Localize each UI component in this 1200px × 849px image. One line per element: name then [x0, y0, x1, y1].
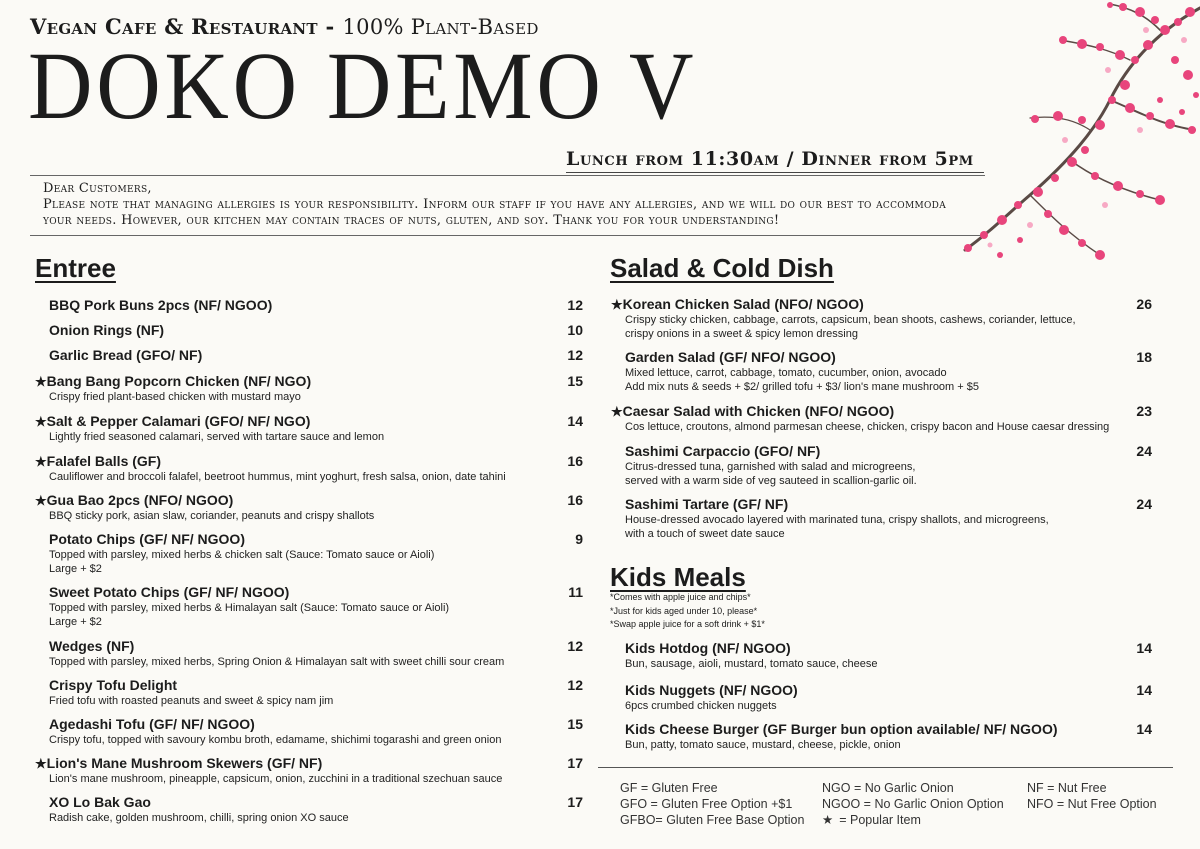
legend-entry: GF = Gluten Free — [620, 781, 718, 795]
item-price: 23 — [1136, 403, 1152, 419]
entree-item — [35, 584, 449, 629]
item-description: Radish cake, golden mushroom, chilli, spring onion XO sauce — [49, 812, 349, 824]
item-name — [49, 716, 501, 733]
item-name — [35, 492, 374, 509]
salad-title: Salad & Cold Dish — [610, 253, 834, 283]
item-name-text: Onion Rings (NF) — [49, 322, 165, 338]
item-name — [611, 403, 1109, 420]
item-name-text: Bang Bang Popcorn Chicken (NF/ NGO) — [46, 373, 312, 389]
star-icon: ★ — [611, 297, 623, 312]
item-name — [35, 755, 502, 772]
star-icon: ★ — [35, 414, 47, 429]
item-name — [35, 453, 506, 470]
legend-entry — [822, 812, 1004, 828]
item-description: Topped with parsley, mixed herbs & chicken salt (Sauce: Tomato sauce or Aioli) — [49, 549, 435, 561]
cherry-blossom-illustration — [960, 0, 1200, 280]
item-name-text: Wedges (NF) — [49, 638, 135, 654]
kids-item — [611, 721, 1058, 752]
item-description: Lightly fried seasoned calamari, served with tartare sauce and lemon — [49, 431, 385, 443]
item-description: Bun, sausage, aioli, mustard, tomato sauce, cheese — [625, 658, 878, 670]
item-price: 14 — [1136, 640, 1152, 656]
item-name-text: Kids Nuggets (NF/ NGOO) — [625, 682, 798, 698]
item-price: 24 — [1136, 496, 1152, 512]
item-description: Lion's mane mushroom, pineapple, capsicum, onion, zucchini in a traditional szechuan sauce — [49, 773, 503, 785]
item-name-text: Caesar Salad with Chicken (NFO/ NGOO) — [622, 403, 895, 419]
item-description: Topped with parsley, mixed herbs, Spring Onion & Himalayan salt with sweet chilli sour cream — [49, 656, 505, 668]
item-description: Fried tofu with roasted peanuts and sweet & spicy nam jim — [49, 695, 334, 707]
item-description: with a touch of sweet date sauce — [625, 528, 785, 540]
item-name — [35, 373, 311, 390]
item-price: 18 — [1136, 349, 1152, 365]
item-name-text: Sashimi Carpaccio (GFO/ NF) — [625, 443, 821, 459]
item-description: Large + $2 — [49, 616, 102, 628]
kids-title: Kids Meals — [610, 562, 746, 592]
item-price: 24 — [1136, 443, 1152, 459]
item-name — [35, 413, 384, 430]
opening-hours: Lunch from 11:30am / Dinner from 5pm — [566, 148, 974, 170]
item-price: 16 — [567, 453, 583, 469]
entree-item — [35, 677, 333, 708]
legend-entry: NF = Nut Free — [1027, 781, 1107, 795]
legend-divider — [598, 767, 1173, 768]
entree-item — [35, 347, 202, 364]
item-description: Cauliflower and broccoli falafel, beetroot hummus, mint yoghurt, fresh salsa, onion, date tahini — [49, 471, 506, 483]
entree-item — [35, 492, 374, 523]
item-name — [625, 349, 979, 366]
item-price: 14 — [1136, 721, 1152, 737]
notice-line: Please note that managing allergies is your responsibility. Inform our staff if you have any allergies, and we will do our best to accommoda — [43, 197, 946, 212]
item-name — [49, 794, 349, 811]
notice-line: your needs. However, our kitchen may contain traces of nuts, gluten, and soy. Thank you for your understanding! — [43, 213, 780, 228]
entree-item — [35, 794, 349, 825]
salad-item — [611, 403, 1109, 434]
legend-col-3 — [1027, 780, 1157, 812]
item-price: 9 — [575, 531, 583, 547]
item-description: served with a warm side of veg sauteed in scallion-garlic oil. — [625, 475, 917, 487]
kids-note: *Swap apple juice for a soft drink + $1* — [610, 619, 765, 629]
salad-item — [611, 349, 979, 394]
star-icon: ★ — [35, 756, 47, 771]
item-name — [49, 531, 434, 548]
item-price: 14 — [1136, 682, 1152, 698]
tagline-sub: 100% Plant-Based — [342, 15, 539, 39]
item-name-text: XO Lo Bak Gao — [49, 794, 151, 810]
item-name-text: Potato Chips (GF/ NF/ NGOO) — [49, 531, 245, 547]
item-description: Mixed lettuce, carrot, cabbage, tomato, cucumber, onion, avocado — [625, 367, 947, 379]
item-name-text: Falafel Balls (GF) — [46, 453, 162, 469]
star-icon: ★ — [35, 493, 47, 508]
notice-top-divider — [30, 175, 985, 176]
item-name-text: Garlic Bread (GFO/ NF) — [49, 347, 203, 363]
item-name — [49, 584, 449, 601]
item-price: 15 — [567, 716, 583, 732]
notice-bottom-divider — [30, 235, 985, 236]
item-name — [625, 496, 1049, 513]
legend-col-2 — [822, 780, 1004, 828]
item-price: 26 — [1136, 296, 1152, 312]
item-name — [49, 677, 333, 694]
item-price: 17 — [567, 794, 583, 810]
salad-item — [611, 296, 1076, 341]
entree-item — [35, 716, 501, 747]
star-icon: ★ — [35, 374, 47, 389]
tagline-main: Vegan Cafe & Restaurant - — [30, 14, 335, 39]
item-name-text: Sweet Potato Chips (GF/ NF/ NGOO) — [49, 584, 290, 600]
item-price: 12 — [567, 638, 583, 654]
entree-title: Entree — [35, 253, 116, 283]
item-name-text: Crispy Tofu Delight — [49, 677, 178, 693]
kids-note: *Comes with apple juice and chips* — [610, 592, 751, 602]
entree-item — [35, 373, 311, 404]
item-name-text: Korean Chicken Salad (NFO/ NGOO) — [622, 296, 864, 312]
item-name-text: Sashimi Tartare (GF/ NF) — [625, 496, 789, 512]
item-price: 10 — [567, 322, 583, 338]
item-description: Citrus-dressed tuna, garnished with salad and microgreens, — [625, 461, 916, 473]
legend-entry: GFO = Gluten Free Option +$1 — [620, 797, 793, 811]
item-price: 14 — [567, 413, 583, 429]
item-price: 12 — [567, 347, 583, 363]
kids-item — [611, 682, 798, 713]
entree-item — [35, 638, 504, 669]
item-price: 17 — [567, 755, 583, 771]
item-description: crispy onions in a sweet & spicy lemon dressing — [625, 328, 858, 340]
entree-item — [35, 453, 506, 484]
legend-entry: GFBO= Gluten Free Base Option — [620, 813, 805, 827]
legend-entry: NFO = Nut Free Option — [1027, 797, 1157, 811]
kids-item — [611, 640, 878, 671]
kids-note: *Just for kids aged under 10, please* — [610, 606, 758, 616]
legend-entry: NGO = No Garlic Onion — [822, 781, 954, 795]
item-description: Cos lettuce, croutons, almond parmesan cheese, chicken, crispy bacon and House caesar dressing — [625, 421, 1110, 433]
item-name — [625, 682, 798, 699]
item-description: Crispy tofu, topped with savoury kombu broth, edamame, shichimi togarashi and green onion — [49, 734, 502, 746]
item-name-text: BBQ Pork Buns 2pcs (NF/ NGOO) — [49, 297, 273, 313]
item-description: House-dressed avocado layered with marinated tuna, crispy shallots, and microgreens, — [625, 514, 1049, 526]
entree-item — [35, 297, 272, 314]
item-price: 15 — [567, 373, 583, 389]
item-name — [625, 721, 1058, 738]
entree-item — [35, 322, 164, 339]
legend-popular: = Popular Item — [839, 813, 921, 827]
star-icon: ★ — [822, 813, 834, 827]
item-name — [49, 322, 164, 339]
entree-item — [35, 531, 434, 576]
item-price: 11 — [568, 584, 583, 600]
item-price: 16 — [567, 492, 583, 508]
item-name — [49, 347, 202, 364]
item-name — [611, 296, 1076, 313]
star-icon: ★ — [35, 454, 47, 469]
brand-title: DOKO DEMO V — [28, 32, 698, 139]
item-name-text: Kids Cheese Burger (GF Burger bun option available/ NF/ NGOO) — [625, 721, 1058, 737]
item-name-text: Lion's Mane Mushroom Skewers (GF/ NF) — [46, 755, 323, 771]
entree-item — [35, 413, 384, 444]
item-name-text: Salt & Pepper Calamari (GFO/ NF/ NGO) — [46, 413, 311, 429]
item-name — [625, 640, 878, 657]
item-description: Topped with parsley, mixed herbs & Himalayan salt (Sauce: Tomato sauce or Aioli) — [49, 602, 450, 614]
item-name — [49, 638, 504, 655]
item-description: Crispy sticky chicken, cabbage, carrots, capsicum, bean shoots, cashews, coriander, lettuce, — [625, 314, 1076, 326]
item-description: 6pcs crumbed chicken nuggets — [625, 700, 777, 712]
item-description: BBQ sticky pork, asian slaw, coriander, peanuts and crispy shallots — [49, 510, 375, 522]
item-description: Add mix nuts & seeds + $2/ grilled tofu + $3/ lion's mane mushroom + $5 — [625, 381, 979, 393]
item-price: 12 — [567, 297, 583, 313]
hours-divider — [566, 172, 984, 173]
item-name-text: Garden Salad (GF/ NFO/ NGOO) — [625, 349, 836, 365]
item-price: 12 — [567, 677, 583, 693]
item-name-text: Gua Bao 2pcs (NFO/ NGOO) — [46, 492, 234, 508]
salad-item — [611, 443, 917, 488]
item-name-text: Agedashi Tofu (GF/ NF/ NGOO) — [49, 716, 255, 732]
item-name — [49, 297, 272, 314]
item-description: Bun, patty, tomato sauce, mustard, cheese, pickle, onion — [625, 739, 901, 751]
item-description: Large + $2 — [49, 563, 102, 575]
item-name — [625, 443, 917, 460]
salad-item — [611, 496, 1049, 541]
legend-col-1 — [620, 780, 804, 828]
item-description: Crispy fried plant-based chicken with mustard mayo — [49, 391, 301, 403]
entree-item — [35, 755, 502, 786]
legend-entry: NGOO = No Garlic Onion Option — [822, 797, 1004, 811]
star-icon: ★ — [611, 404, 623, 419]
allergy-notice — [43, 181, 968, 229]
item-name-text: Kids Hotdog (NF/ NGOO) — [625, 640, 791, 656]
notice-line: Dear Customers, — [43, 181, 152, 196]
